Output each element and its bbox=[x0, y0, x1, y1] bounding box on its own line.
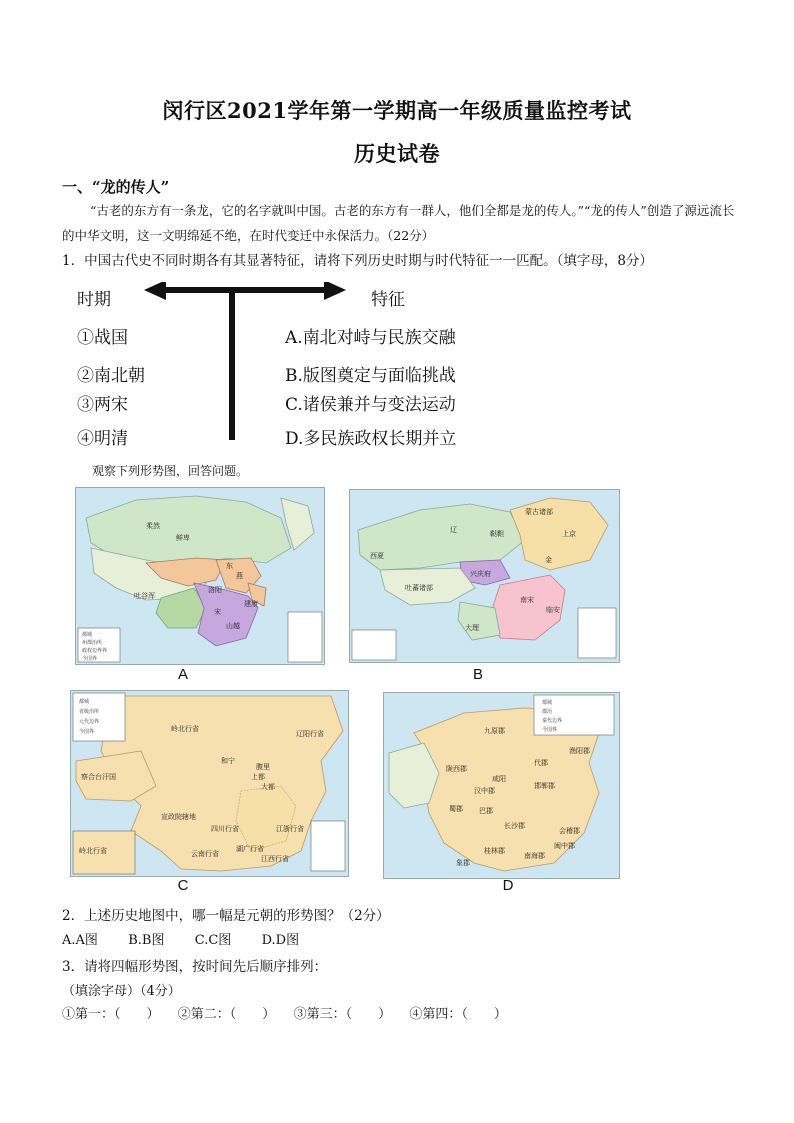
question-3-note: （填涂字母）（4分） bbox=[62, 984, 181, 999]
answer-blank-4[interactable]: ④第四：（ ） bbox=[409, 1007, 507, 1022]
map-b bbox=[349, 489, 620, 663]
map-c bbox=[70, 690, 349, 877]
map-b-text: 兴庆府 bbox=[470, 570, 491, 578]
map-d-text: 蜀郡 bbox=[449, 805, 463, 813]
legend-text: 今国界 bbox=[79, 729, 95, 735]
map-d-text: 渔阳郡 bbox=[569, 747, 590, 755]
map-b-text: 西夏 bbox=[370, 552, 384, 560]
map-b-text: 临安 bbox=[546, 606, 560, 614]
map-a-text: 洛阳 bbox=[208, 586, 222, 594]
arrow-shaft bbox=[164, 287, 326, 293]
map-c-text: 宣政院辖地 bbox=[161, 813, 196, 821]
map-d-text: 代郡 bbox=[534, 759, 548, 767]
legend-text: 都城 bbox=[82, 632, 93, 638]
exam-subtitle: 历史试卷 bbox=[354, 141, 440, 166]
map-c-text: 云南行省 bbox=[191, 850, 219, 858]
question-2-options bbox=[62, 929, 299, 948]
legend-text: 今国界 bbox=[542, 727, 558, 733]
map-d-text: 汉中郡 bbox=[474, 787, 495, 795]
period-item: ④明清 bbox=[77, 429, 128, 449]
map-c-text: 湖广行省 bbox=[236, 845, 264, 853]
feature-item: B.版图奠定与面临挑战 bbox=[285, 366, 456, 386]
legend-text: 秦代边界 bbox=[542, 718, 563, 724]
map-d-text: 闽中郡 bbox=[554, 842, 575, 850]
legend-text: 都城 bbox=[79, 699, 90, 705]
map-b-text: 辽 bbox=[450, 526, 457, 534]
map-a bbox=[75, 487, 325, 665]
option-d[interactable]: D.D图 bbox=[261, 933, 300, 948]
divider-bar bbox=[229, 290, 235, 440]
feature-item: D.多民族政权长期并立 bbox=[285, 429, 457, 449]
map-label-d: D bbox=[502, 877, 514, 894]
period-item: ③两宋 bbox=[77, 395, 128, 415]
option-b[interactable]: B.B图 bbox=[128, 933, 165, 948]
question-3-blanks bbox=[62, 1003, 507, 1022]
map-b-text: 南宋 bbox=[520, 596, 534, 604]
legend-text: 省级治所 bbox=[79, 709, 100, 715]
arrow-right-head bbox=[324, 282, 346, 300]
map-b-text: 金 bbox=[545, 556, 552, 564]
question-1: 1．中国古代史不同时期各有其显著特征，请将下列历史时期与时代特征一一匹配。（填字母，8分） bbox=[62, 253, 653, 269]
map-c-text: 江浙行省 bbox=[276, 825, 304, 833]
map-c-text: 和宁 bbox=[221, 757, 235, 765]
map-a-text: 燕 bbox=[236, 572, 243, 580]
map-a-text: 山越 bbox=[226, 622, 240, 630]
map-d-text: 九原郡 bbox=[484, 727, 505, 735]
legend-text: 今国界 bbox=[82, 656, 98, 662]
map-c-text: 察合台汗国 bbox=[81, 773, 116, 781]
map-d-text: 陇西郡 bbox=[446, 765, 467, 773]
legend-text: 州郡治所 bbox=[82, 640, 103, 646]
map-label-a: A bbox=[177, 666, 188, 683]
map-c-text: 岭北行省 bbox=[79, 847, 107, 855]
map-d-text: 巴郡 bbox=[479, 807, 493, 815]
legend-text: 郡治 bbox=[542, 709, 553, 715]
feature-item: A.南北对峙与民族交融 bbox=[285, 328, 456, 348]
map-b-text: 蒙古诸部 bbox=[525, 508, 553, 516]
map-c-text: 辽阳行省 bbox=[296, 730, 324, 738]
map-c-text: 腹里 bbox=[256, 763, 270, 771]
map-b-text: 大理 bbox=[465, 624, 479, 632]
answer-blank-3[interactable]: ③第三：（ ） bbox=[293, 1007, 392, 1022]
map-a-text: 鲜卑 bbox=[176, 534, 190, 542]
period-item: ②南北朝 bbox=[77, 366, 145, 386]
exam-title: 闵行区2021学年第一学期高一年级质量监控考试 bbox=[162, 98, 632, 123]
option-c[interactable]: C.C图 bbox=[194, 933, 232, 948]
arrow-left-head bbox=[144, 282, 166, 300]
section-intro: “古老的东方有一条龙，它的名字就叫中国。古老的东方有一群人，他们全都是龙的传人。”“龙的传人”创造了源远流长的中华文明，这一文明绵延不绝，在时代变迁中永保活力。（22分） bbox=[62, 203, 735, 243]
period-item: ①战国 bbox=[77, 328, 128, 348]
map-d-text: 咸阳 bbox=[492, 775, 506, 783]
map-label-b: B bbox=[472, 666, 483, 683]
map-b-text: 鞑靼 bbox=[490, 530, 504, 538]
question-2: 2．上述历史地图中，哪一幅是元朝的形势图？（2分） bbox=[62, 908, 390, 924]
observe-instruction: 观察下列形势图，回答问题。 bbox=[92, 464, 249, 478]
map-d-text: 南海郡 bbox=[524, 852, 545, 860]
map-b-text: 吐蕃诸部 bbox=[405, 584, 433, 592]
question-3: 3．请将四幅形势图，按时间先后顺序排列： bbox=[62, 959, 328, 975]
map-c-text: 江西行省 bbox=[261, 855, 289, 863]
map-a-text: 建康 bbox=[244, 600, 258, 608]
map-d bbox=[383, 692, 620, 879]
feature-item: C.诸侯兼并与变法运动 bbox=[285, 395, 456, 415]
map-a-text: 柔然 bbox=[146, 522, 160, 530]
map-b-text: 上京 bbox=[562, 530, 576, 538]
map-c-text: 岭北行省 bbox=[171, 725, 199, 733]
legend-text: 都城 bbox=[542, 700, 553, 706]
map-c-text: 上都 bbox=[251, 773, 265, 781]
answer-blank-1[interactable]: ①第一：（ ） bbox=[62, 1007, 160, 1022]
map-d-text: 长沙郡 bbox=[504, 822, 525, 830]
map-c-text: 四川行省 bbox=[211, 825, 239, 833]
map-a-text: 东 bbox=[226, 562, 233, 570]
map-d-text: 象郡 bbox=[456, 859, 470, 867]
legend-text: 政权边界界 bbox=[82, 648, 108, 654]
map-d-text: 邯郸郡 bbox=[534, 782, 555, 790]
map-label-c: C bbox=[177, 877, 189, 894]
legend-text: 元代边界 bbox=[79, 719, 100, 725]
map-a-text: 吐谷浑 bbox=[134, 592, 155, 600]
map-c-text: 大都 bbox=[261, 783, 275, 791]
map-d-text: 桂林郡 bbox=[484, 847, 505, 855]
section-heading: 一、“龙的传人” bbox=[62, 178, 170, 196]
features-header: 特征 bbox=[371, 290, 405, 310]
option-a[interactable]: A.A图 bbox=[62, 933, 98, 948]
periods-header: 时期 bbox=[77, 290, 111, 310]
map-d-text: 会稽郡 bbox=[559, 827, 580, 835]
map-a-text: 宋 bbox=[214, 608, 221, 616]
answer-blank-2[interactable]: ②第二：（ ） bbox=[177, 1007, 276, 1022]
